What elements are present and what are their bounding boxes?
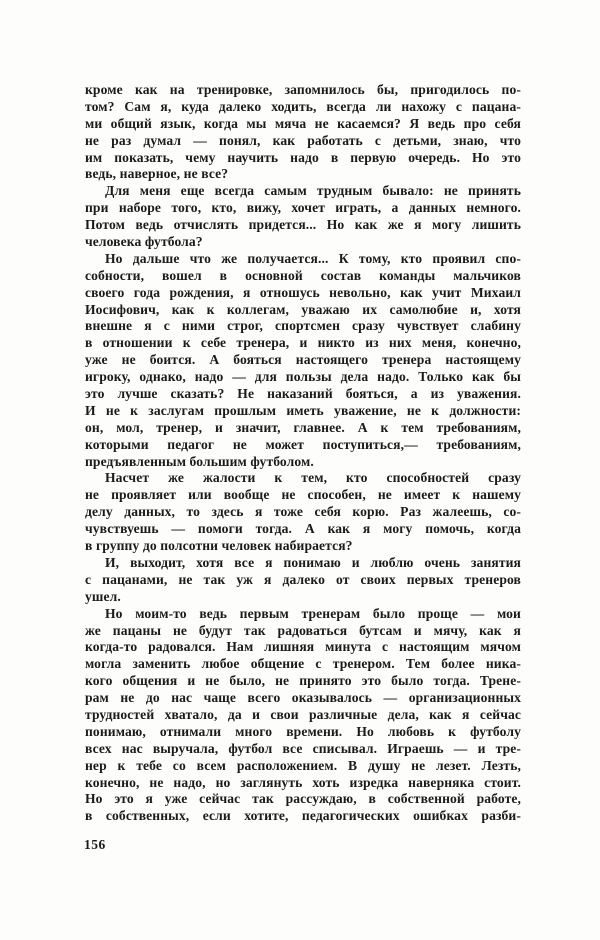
text-line: предъявленным большим футболом.: [85, 453, 314, 469]
text-line: внешне я с ними строг, спортсмен сразу чувствует слабину: [85, 318, 521, 334]
text-line: Но моим-то ведь первым тренерам было проще — мои: [105, 605, 521, 621]
text-line: ми общий язык, когда мы мяча не касаемся? Я ведь про себя: [85, 115, 521, 131]
text-line: ушел.: [85, 588, 121, 604]
paragraph: [85, 555, 521, 606]
text-line: всех нас выручала, футбол все списывал. Играешь — и тре-: [85, 740, 521, 756]
text-line: нер к тебе со всем расположением. В душу не лезет. Лезть,: [85, 757, 521, 773]
text-line: кого общения и не было, не принято это было тогда. Трене-: [85, 673, 521, 689]
text-line: Насчет же жалости к тем, кто способностей сразу: [105, 470, 521, 486]
text-line: собности, вошел в основной состав команды мальчиков: [85, 267, 521, 283]
text-line: Для меня еще всегда самым трудным бывало: не принять: [105, 183, 521, 199]
text-line: в отношении к себе тренера, и никто из них меня, конечно,: [85, 335, 521, 351]
text-line: которыми педагог не может поступиться,— требованиям,: [85, 436, 521, 452]
text-line: понимаю, отнимали много времени. Но любовь к футболу: [85, 723, 521, 739]
text-line: Но это я уже сейчас так рассуждаю, в собственной работе,: [85, 791, 521, 807]
text-line: не раз думал — понял, как работать с детьми, знаю, что: [85, 132, 521, 148]
text-line: своего года рождения, я отношусь невольно, как учит Михаил: [85, 284, 521, 300]
text-line: Потом ведь отчислять придется... Но как же я могу лишить: [85, 217, 521, 233]
text-line: в собственных, если хотите, педагогических ошибках разби-: [85, 808, 521, 824]
text-line: ведь, наверное, не все?: [85, 166, 229, 182]
text-line: он, мол, тренер, и значит, главнее. А к тем требованиям,: [85, 419, 521, 435]
text-line: же пацаны не будут так радоваться бутсам и мячу, как я: [85, 622, 521, 638]
text-line: том? Сам я, куда далеко ходить, всегда ли нахожу с пацана-: [85, 98, 521, 114]
text-line: кроме как на тренировке, запомнилось бы, пригодилось по-: [85, 82, 521, 97]
text-line: это лучше сказать? Не наказаний бояться, а из уважения.: [85, 386, 521, 402]
text-line: рам не до нас чаще всего оказывалось — организационных: [85, 690, 521, 706]
text-line: делу данных, то здесь я тоже себя корю. Раз жалеешь, со-: [85, 504, 521, 520]
text-line: И не к заслугам прошлым иметь уважение, не к должности:: [85, 402, 521, 418]
text-line: И, выходит, хотя все я понимаю и люблю очень занятия: [105, 554, 521, 570]
paragraph: [85, 251, 521, 471]
text-line: чувствуешь — помоги тогда. А как я могу помочь, когда: [85, 521, 521, 537]
text-line: человека футбола?: [85, 234, 203, 250]
text-line: с пацанами, не так уж я далеко от своих первых тренеров: [85, 571, 521, 587]
paragraph: [85, 183, 521, 251]
text-line: в группу до полсотни человек набирается?: [85, 538, 353, 554]
text-line: им показать, чему научить надо в первую очередь. Но это: [85, 149, 521, 165]
text-line: Иосифович, как к коллегам, уважаю их самолюбие и, хотя: [85, 301, 521, 317]
text-line: игроку, однако, надо — для пользы дела надо. Только как бы: [85, 369, 521, 385]
text-line: конечно, не надо, но заглянуть хоть изредка наверняка стоит.: [85, 774, 521, 790]
paragraph: [85, 470, 521, 554]
text-line: не проявляет или вообще не способен, не имеет к нашему: [85, 487, 521, 503]
text-line: могла заменить любое общение с тренером. Тем более ника-: [85, 656, 521, 672]
text-line: когда-то радовался. Нам лишняя минута с настоящим мячом: [85, 639, 521, 655]
page-text: [85, 82, 521, 825]
page-number: 156: [84, 837, 106, 852]
paragraph: [85, 606, 521, 826]
paragraph: [85, 82, 521, 183]
text-line: при наборе того, кто, вижу, хочет играть, а данных немного.: [85, 200, 521, 216]
text-line: трудностей хватало, да и свои различные дела, как я сейчас: [85, 706, 521, 722]
text-line: уже не боится. А бояться настоящего тренера настоящему: [85, 352, 521, 368]
text-line: Но дальше что же получается... К тому, кто проявил спо-: [105, 250, 521, 266]
